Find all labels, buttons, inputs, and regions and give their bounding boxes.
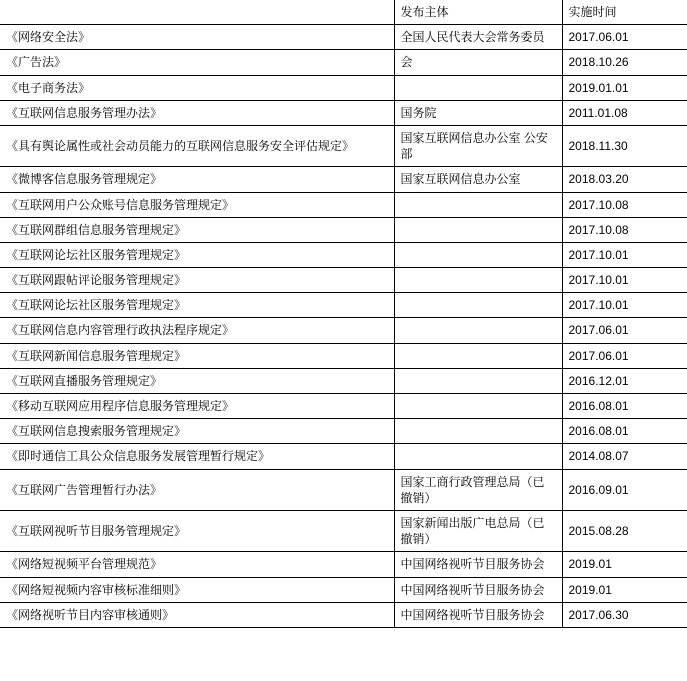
regulation-issuer <box>394 242 562 267</box>
regulation-issuer: 会 <box>394 50 562 75</box>
regulation-name: 《互联网信息服务管理办法》 <box>0 100 394 125</box>
regulation-name: 《网络视听节目内容审核通则》 <box>0 602 394 627</box>
table-header-row <box>0 0 687 25</box>
table-row <box>0 510 687 551</box>
regulation-issuer: 国务院 <box>394 100 562 125</box>
regulation-issuer: 国家互联网信息办公室 公安部 <box>394 125 562 166</box>
regulation-issuer <box>394 394 562 419</box>
regulation-date: 2016.08.01 <box>562 419 687 444</box>
regulation-date: 2014.08.07 <box>562 444 687 469</box>
regulation-name: 《即时通信工具公众信息服务发展管理暂行规定》 <box>0 444 394 469</box>
regulation-name: 《互联网信息搜索服务管理规定》 <box>0 419 394 444</box>
regulation-date: 2019.01 <box>562 552 687 577</box>
table-row <box>0 75 687 100</box>
table-row <box>0 469 687 510</box>
regulation-date: 2018.03.20 <box>562 167 687 192</box>
regulation-name: 《电子商务法》 <box>0 75 394 100</box>
regulation-date: 2019.01.01 <box>562 75 687 100</box>
regulation-date: 2017.10.01 <box>562 242 687 267</box>
regulation-name: 《网络短视频平台管理规范》 <box>0 552 394 577</box>
regulation-issuer: 国家互联网信息办公室 <box>394 167 562 192</box>
regulation-issuer <box>394 343 562 368</box>
regulation-name: 《互联网信息内容管理行政执法程序规定》 <box>0 318 394 343</box>
regulation-issuer <box>394 419 562 444</box>
regulation-date: 2018.11.30 <box>562 125 687 166</box>
regulation-date: 2017.06.01 <box>562 25 687 50</box>
regulation-date: 2017.10.08 <box>562 192 687 217</box>
table-row <box>0 25 687 50</box>
regulation-name: 《互联网视听节目服务管理规定》 <box>0 510 394 551</box>
table-row <box>0 217 687 242</box>
regulation-date: 2017.06.01 <box>562 343 687 368</box>
regulation-issuer: 中国网络视听节目服务协会 <box>394 602 562 627</box>
table-row <box>0 577 687 602</box>
regulation-date: 2016.12.01 <box>562 368 687 393</box>
regulation-issuer <box>394 217 562 242</box>
regulation-issuer: 国家新闻出版广电总局（已撤销） <box>394 510 562 551</box>
regulation-name: 《网络短视频内容审核标准细则》 <box>0 577 394 602</box>
regulation-date: 2018.10.26 <box>562 50 687 75</box>
regulation-name: 《广告法》 <box>0 50 394 75</box>
regulation-date: 2017.06.01 <box>562 318 687 343</box>
regulation-name: 《互联网直播服务管理规定》 <box>0 368 394 393</box>
regulation-date: 2017.06.30 <box>562 602 687 627</box>
table-row <box>0 125 687 166</box>
table-row <box>0 242 687 267</box>
regulation-date: 2011.01.08 <box>562 100 687 125</box>
regulation-issuer: 全国人民代表大会常务委员 <box>394 25 562 50</box>
regulation-date: 2015.08.28 <box>562 510 687 551</box>
table-row <box>0 394 687 419</box>
table-row <box>0 293 687 318</box>
header-cell-issuer: 发布主体 <box>394 0 562 25</box>
regulation-issuer <box>394 75 562 100</box>
table-row <box>0 419 687 444</box>
regulation-date: 2016.08.01 <box>562 394 687 419</box>
regulation-name: 《互联网广告管理暂行办法》 <box>0 469 394 510</box>
regulation-name: 《互联网论坛社区服务管理规定》 <box>0 242 394 267</box>
regulation-issuer <box>394 268 562 293</box>
regulation-issuer <box>394 192 562 217</box>
regulation-name: 《互联网论坛社区服务管理规定》 <box>0 293 394 318</box>
regulation-date: 2017.10.01 <box>562 293 687 318</box>
header-cell-date: 实施时间 <box>562 0 687 25</box>
regulation-name: 《网络安全法》 <box>0 25 394 50</box>
regulation-issuer: 中国网络视听节目服务协会 <box>394 577 562 602</box>
regulation-date: 2016.09.01 <box>562 469 687 510</box>
table-row <box>0 318 687 343</box>
regulation-issuer <box>394 293 562 318</box>
regulation-date: 2017.10.01 <box>562 268 687 293</box>
table-row <box>0 343 687 368</box>
table-row <box>0 167 687 192</box>
regulation-issuer: 国家工商行政管理总局（已撤销） <box>394 469 562 510</box>
regulation-name: 《互联网用户公众账号信息服务管理规定》 <box>0 192 394 217</box>
table-row <box>0 50 687 75</box>
table-row <box>0 552 687 577</box>
regulation-issuer: 中国网络视听节目服务协会 <box>394 552 562 577</box>
regulation-date: 2017.10.08 <box>562 217 687 242</box>
table-row <box>0 100 687 125</box>
header-cell-blank <box>0 0 394 25</box>
regulation-name: 《互联网跟帖评论服务管理规定》 <box>0 268 394 293</box>
table-row <box>0 268 687 293</box>
regulation-issuer <box>394 318 562 343</box>
table-row <box>0 444 687 469</box>
regulation-name: 《微博客信息服务管理规定》 <box>0 167 394 192</box>
regulation-name: 《互联网群组信息服务管理规定》 <box>0 217 394 242</box>
table-row <box>0 192 687 217</box>
regulation-issuer <box>394 368 562 393</box>
regulation-name: 《具有舆论属性或社会动员能力的互联网信息服务安全评估规定》 <box>0 125 394 166</box>
regulation-date: 2019.01 <box>562 577 687 602</box>
table-row <box>0 368 687 393</box>
table-row <box>0 602 687 627</box>
regulation-issuer <box>394 444 562 469</box>
regulation-name: 《互联网新闻信息服务管理规定》 <box>0 343 394 368</box>
regulation-name: 《移动互联网应用程序信息服务管理规定》 <box>0 394 394 419</box>
